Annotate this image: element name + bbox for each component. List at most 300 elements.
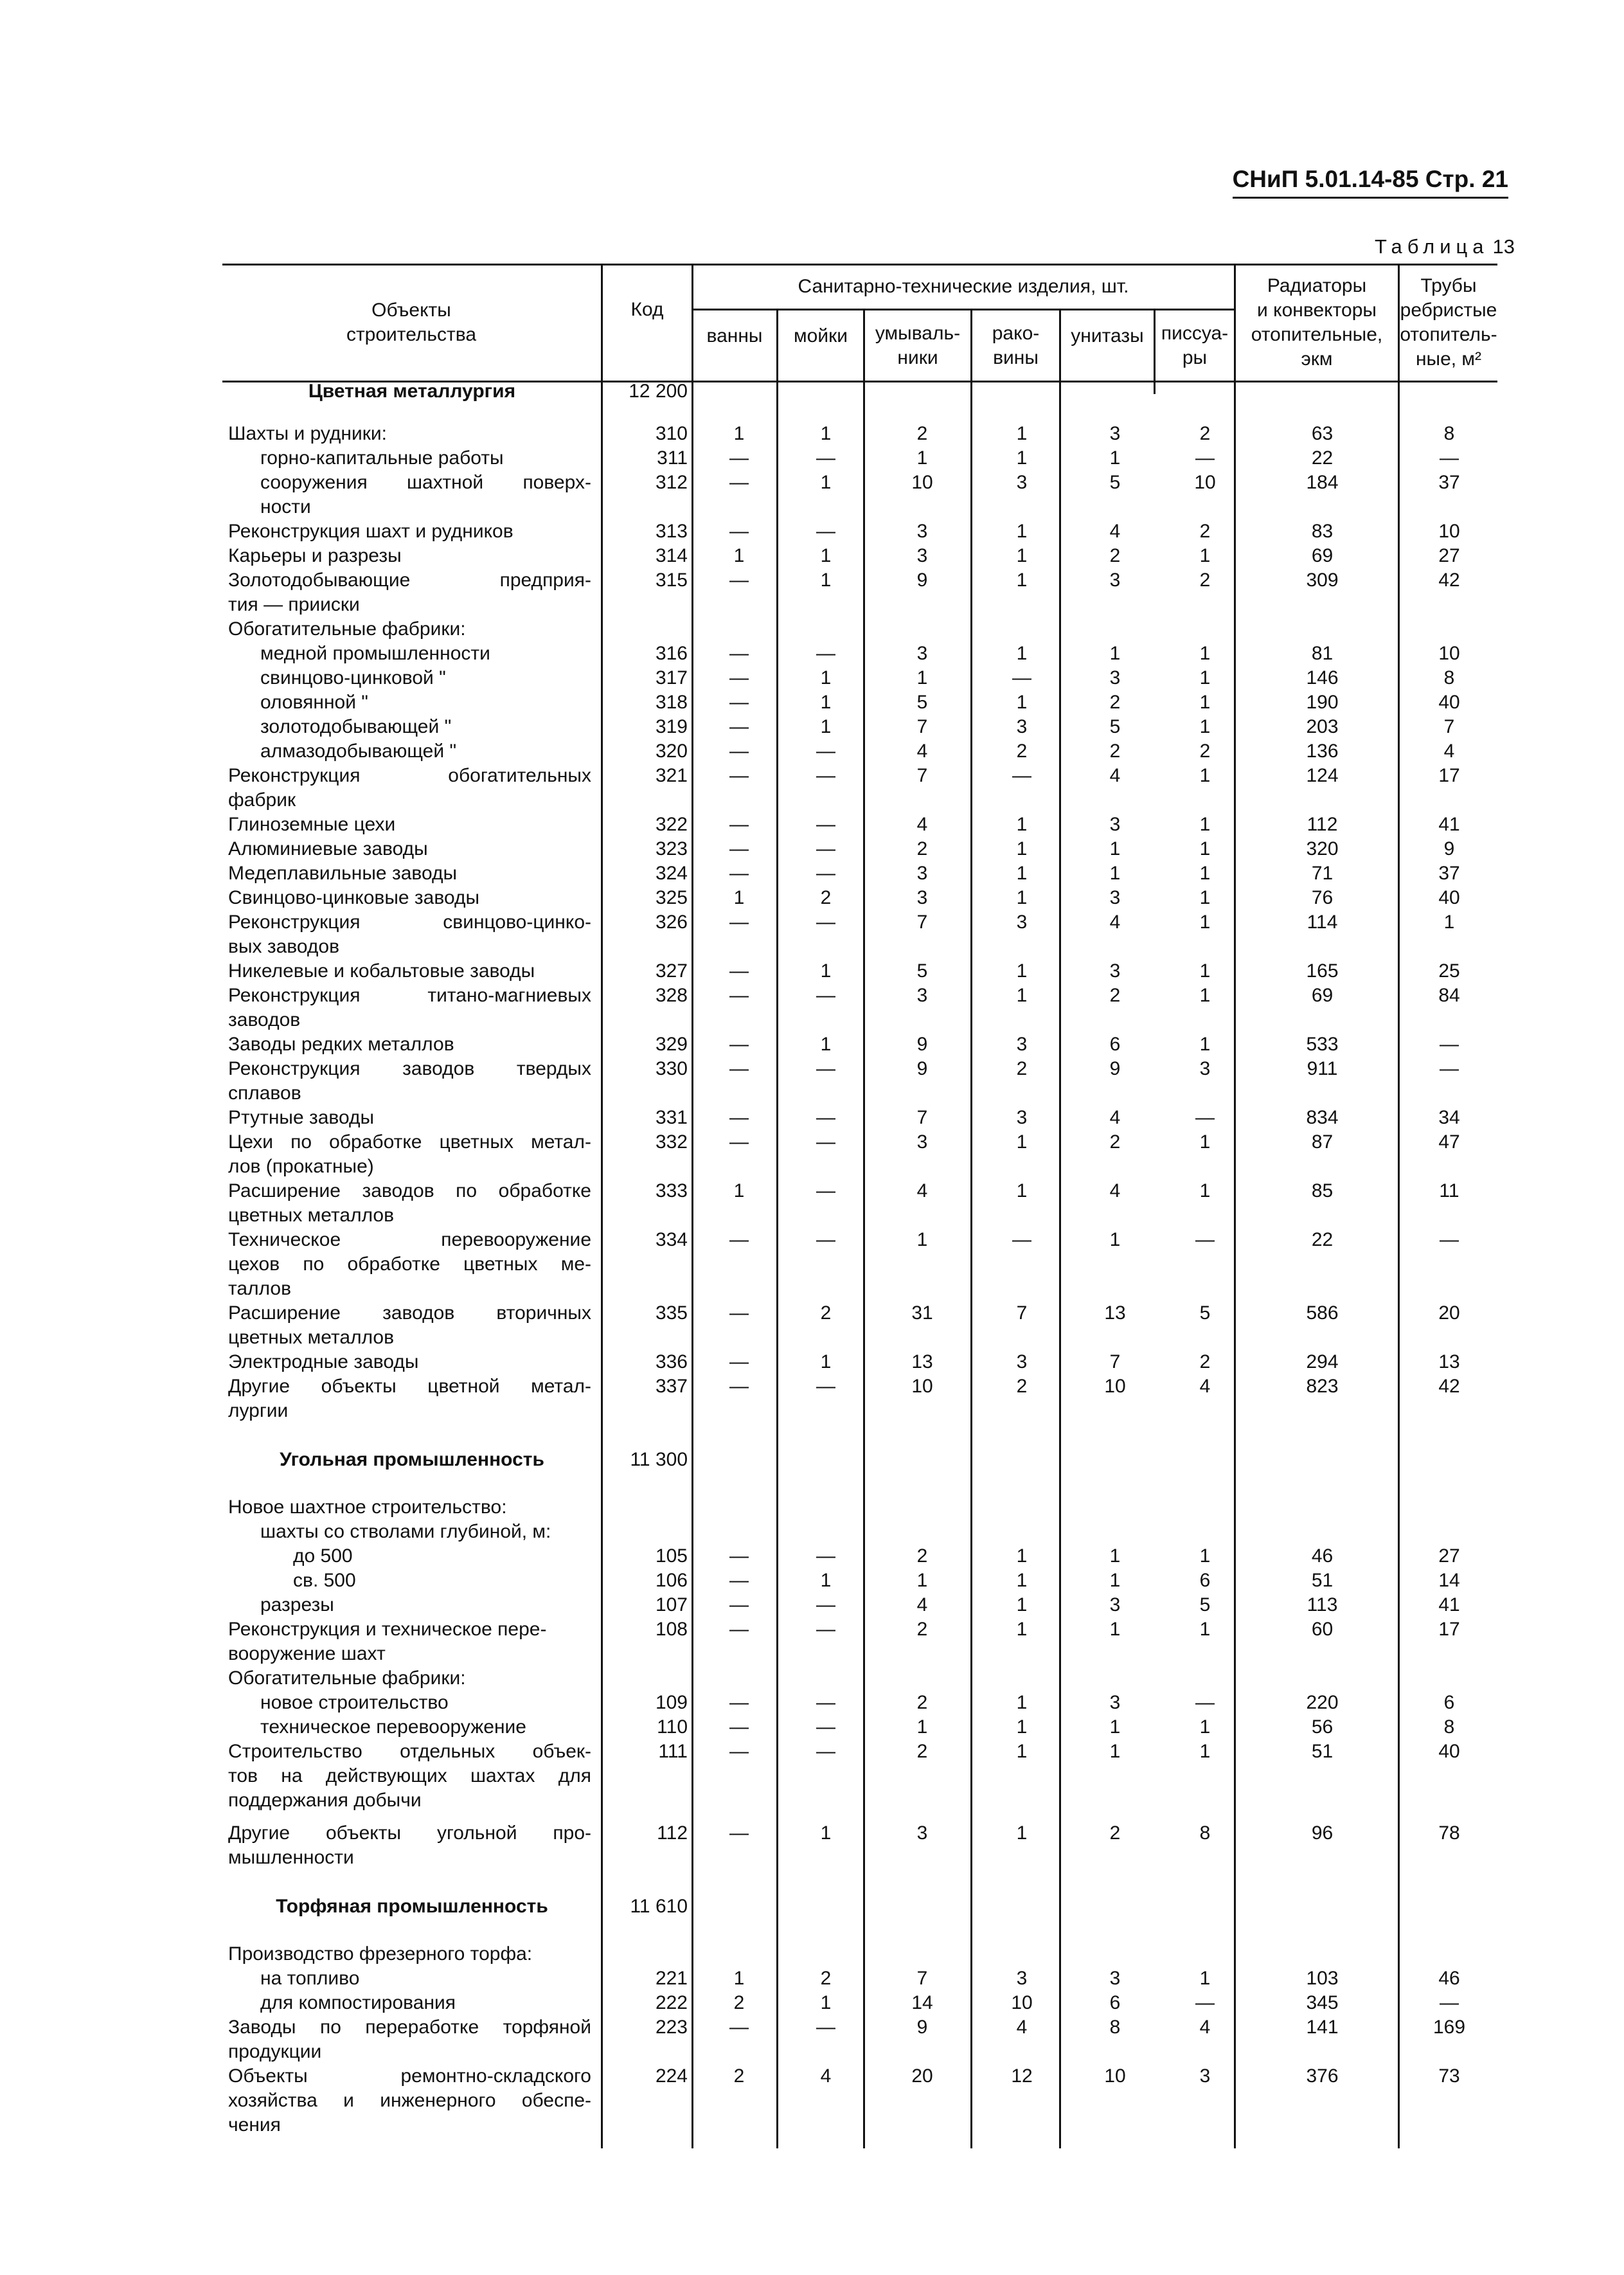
cell-basins: — bbox=[1012, 1229, 1031, 1250]
cell-urinals: 3 bbox=[1199, 1058, 1211, 1079]
object-code: 333 bbox=[655, 1180, 688, 1201]
table-row bbox=[0, 1544, 1624, 1569]
object-name: Заводы редких металлов bbox=[228, 1034, 454, 1055]
cell-basins: 2 bbox=[1016, 1058, 1028, 1079]
object-code: 314 bbox=[655, 545, 688, 566]
cell-pipes: 34 bbox=[1438, 1107, 1460, 1128]
object-code: 318 bbox=[655, 692, 688, 713]
cell-pipes: 20 bbox=[1438, 1302, 1460, 1324]
cell-washbasins: 2 bbox=[916, 1692, 928, 1713]
table-row bbox=[0, 1057, 1624, 1081]
cell-radiators: 294 bbox=[1306, 1351, 1339, 1372]
object-name: золотодобывающей " bbox=[260, 716, 452, 737]
cell-pipes: 40 bbox=[1438, 692, 1460, 713]
cell-sinks: 1 bbox=[820, 667, 832, 688]
cell-toilets: 1 bbox=[1109, 838, 1121, 859]
cell-sinks: 1 bbox=[820, 545, 832, 566]
header-radiators: Радиаторы и конвекторы отопительные, экм bbox=[1251, 275, 1383, 370]
cell-baths: — bbox=[729, 521, 749, 542]
cell-pipes: 41 bbox=[1438, 1594, 1460, 1615]
object-name: Глиноземные цехи bbox=[228, 814, 396, 835]
cell-pipes: 1 bbox=[1443, 912, 1455, 933]
cell-sinks: — bbox=[816, 2017, 835, 2038]
cell-urinals: 10 bbox=[1194, 472, 1216, 493]
cell-urinals: 5 bbox=[1199, 1302, 1211, 1324]
cell-baths: — bbox=[729, 1107, 749, 1128]
object-code: 106 bbox=[655, 1570, 688, 1591]
cell-washbasins: 9 bbox=[916, 1058, 928, 1079]
object-name: Реконструкция титано-магниевых bbox=[228, 985, 591, 1006]
cell-radiators: 60 bbox=[1311, 1619, 1334, 1640]
object-name: Производство фрезерного торфа: bbox=[228, 1943, 533, 1965]
cell-toilets: 1 bbox=[1109, 1570, 1121, 1591]
cell-urinals: 1 bbox=[1199, 643, 1211, 664]
object-name: лов (прокатные) bbox=[228, 1156, 374, 1177]
cell-urinals: 1 bbox=[1199, 1545, 1211, 1567]
object-name: св. 500 bbox=[293, 1570, 356, 1591]
object-name: Шахты и рудники: bbox=[228, 423, 387, 444]
section-row bbox=[0, 379, 1624, 404]
cell-radiators: 83 bbox=[1311, 521, 1334, 542]
cell-sinks: — bbox=[816, 1058, 835, 1079]
object-code: 11 610 bbox=[630, 1896, 688, 1917]
cell-urinals: 2 bbox=[1199, 741, 1211, 762]
cell-toilets: 1 bbox=[1109, 1545, 1121, 1567]
cell-toilets: 2 bbox=[1109, 545, 1121, 566]
cell-pipes: 27 bbox=[1438, 1545, 1460, 1567]
object-code: 313 bbox=[655, 521, 688, 542]
table-row bbox=[0, 1301, 1624, 1326]
object-name: Обогатительные фабрики: bbox=[228, 618, 466, 640]
object-name: цветных металлов bbox=[228, 1327, 395, 1348]
cell-radiators: 533 bbox=[1306, 1034, 1339, 1055]
table-row bbox=[0, 2015, 1624, 2040]
cell-pipes: 13 bbox=[1438, 1351, 1460, 1372]
cell-sinks: — bbox=[816, 521, 835, 542]
object-name: техническое перевооружение bbox=[260, 1716, 526, 1738]
cell-pipes: 73 bbox=[1438, 2065, 1460, 2087]
table-row bbox=[0, 813, 1624, 837]
cell-urinals: 8 bbox=[1199, 1822, 1211, 1844]
cell-toilets: 1 bbox=[1109, 643, 1121, 664]
object-name: хозяйства и инженерного обеспе- bbox=[228, 2090, 591, 2111]
cell-toilets: 4 bbox=[1109, 765, 1121, 786]
cell-radiators: 165 bbox=[1306, 960, 1339, 982]
object-name: оловянной " bbox=[260, 692, 368, 713]
cell-washbasins: 3 bbox=[916, 643, 928, 664]
cell-washbasins: 5 bbox=[916, 692, 928, 713]
cell-sinks: — bbox=[816, 741, 835, 762]
table-caption-number: 13 bbox=[1492, 235, 1515, 258]
cell-baths: — bbox=[729, 1351, 749, 1372]
table-row bbox=[0, 788, 1624, 813]
table-row bbox=[0, 690, 1624, 715]
cell-sinks: — bbox=[816, 1131, 835, 1153]
cell-sinks: — bbox=[816, 863, 835, 884]
cell-radiators: 81 bbox=[1311, 643, 1334, 664]
object-name: Золотодобывающие предприя- bbox=[228, 570, 591, 591]
cell-pipes: 17 bbox=[1438, 765, 1460, 786]
cell-basins: 1 bbox=[1016, 887, 1028, 908]
object-code: 330 bbox=[655, 1058, 688, 1079]
cell-sinks: 2 bbox=[820, 1302, 832, 1324]
cell-toilets: 9 bbox=[1109, 1058, 1121, 1079]
cell-urinals: 1 bbox=[1199, 692, 1211, 713]
cell-pipes: 10 bbox=[1438, 521, 1460, 542]
cell-baths: — bbox=[729, 960, 749, 982]
cell-pipes: 8 bbox=[1443, 1716, 1455, 1738]
cell-sinks: — bbox=[816, 1229, 835, 1250]
cell-washbasins: 14 bbox=[911, 1992, 933, 2013]
cell-pipes: 42 bbox=[1438, 570, 1460, 591]
cell-toilets: 3 bbox=[1109, 1692, 1121, 1713]
table-row bbox=[0, 1399, 1624, 1423]
cell-sinks: 1 bbox=[820, 692, 832, 713]
cell-sinks: — bbox=[816, 1716, 835, 1738]
cell-radiators: 22 bbox=[1311, 1229, 1334, 1250]
header-pipes: Трубы ребристые отопитель- ные, м² bbox=[1400, 275, 1497, 370]
cell-urinals: 1 bbox=[1199, 1619, 1211, 1640]
cell-sinks: — bbox=[816, 765, 835, 786]
cell-radiators: 46 bbox=[1311, 1545, 1334, 1567]
cell-radiators: 51 bbox=[1311, 1741, 1334, 1762]
table-row bbox=[0, 666, 1624, 690]
cell-washbasins: 9 bbox=[916, 2017, 928, 2038]
cell-washbasins: 3 bbox=[916, 1822, 928, 1844]
object-name: Медеплавильные заводы bbox=[228, 863, 458, 884]
table-row bbox=[0, 519, 1624, 544]
object-name: Техническое перевооружение bbox=[228, 1229, 591, 1250]
cell-pipes: — bbox=[1440, 1058, 1459, 1079]
cell-radiators: 69 bbox=[1311, 985, 1334, 1006]
cell-baths: — bbox=[729, 1570, 749, 1591]
cell-baths: — bbox=[729, 765, 749, 786]
cell-baths: — bbox=[729, 1545, 749, 1567]
table-caption-label: Таблица bbox=[1374, 235, 1489, 258]
cell-toilets: 6 bbox=[1109, 1034, 1121, 1055]
cell-radiators: 124 bbox=[1306, 765, 1339, 786]
cell-toilets: 2 bbox=[1109, 985, 1121, 1006]
cell-pipes: 169 bbox=[1432, 2017, 1466, 2038]
table-row bbox=[0, 1179, 1624, 1203]
cell-radiators: 56 bbox=[1311, 1716, 1334, 1738]
table-row bbox=[0, 1593, 1624, 1617]
object-code: 320 bbox=[655, 741, 688, 762]
object-name: Реконструкция и техническое пере- bbox=[228, 1619, 547, 1640]
table-row bbox=[0, 1569, 1624, 1593]
cell-radiators: 146 bbox=[1306, 667, 1339, 688]
table-row bbox=[0, 2040, 1624, 2064]
cell-washbasins: 1 bbox=[916, 447, 928, 469]
table-row bbox=[0, 1350, 1624, 1374]
object-name: Другие объекты угольной про- bbox=[228, 1822, 591, 1844]
cell-radiators: 22 bbox=[1311, 447, 1334, 469]
cell-urinals: 1 bbox=[1199, 1741, 1211, 1762]
cell-toilets: 3 bbox=[1109, 423, 1121, 444]
object-name: Другие объекты цветной метал- bbox=[228, 1376, 591, 1397]
object-name: вых заводов bbox=[228, 936, 340, 957]
cell-urinals: 1 bbox=[1199, 1716, 1211, 1738]
cell-urinals: 4 bbox=[1199, 2017, 1211, 2038]
table-row bbox=[0, 984, 1624, 1008]
cell-washbasins: 10 bbox=[911, 1376, 933, 1397]
header-toilets: унитазы bbox=[1071, 325, 1144, 346]
cell-toilets: 1 bbox=[1109, 1716, 1121, 1738]
object-code: 112 bbox=[657, 1822, 688, 1844]
cell-sinks: 1 bbox=[820, 423, 832, 444]
cell-washbasins: 1 bbox=[916, 1570, 928, 1591]
cell-toilets: 2 bbox=[1109, 1131, 1121, 1153]
cell-baths: — bbox=[729, 1594, 749, 1615]
cell-radiators: 345 bbox=[1306, 1992, 1339, 2013]
cell-baths: — bbox=[729, 472, 749, 493]
cell-baths: — bbox=[729, 570, 749, 591]
cell-washbasins: 31 bbox=[911, 1302, 933, 1324]
object-code: 321 bbox=[655, 765, 688, 786]
cell-urinals: 6 bbox=[1199, 1570, 1211, 1591]
object-name: шахты со стволами глубиной, м: bbox=[260, 1521, 551, 1542]
cell-pipes: 10 bbox=[1438, 643, 1460, 664]
header-urinals: писсуа- ры bbox=[1161, 322, 1229, 368]
object-code: 319 bbox=[655, 716, 688, 737]
cell-toilets: 3 bbox=[1109, 814, 1121, 835]
table-row bbox=[0, 1081, 1624, 1106]
cell-sinks: — bbox=[816, 814, 835, 835]
object-code: 108 bbox=[655, 1619, 688, 1640]
object-code: 224 bbox=[655, 2065, 688, 2087]
cell-radiators: 76 bbox=[1311, 887, 1334, 908]
cell-urinals: — bbox=[1195, 1992, 1215, 2013]
table-row bbox=[0, 1106, 1624, 1130]
object-code: 107 bbox=[655, 1594, 688, 1615]
object-code: 111 bbox=[658, 1741, 688, 1762]
table-row bbox=[0, 935, 1624, 959]
cell-baths: 1 bbox=[733, 887, 745, 908]
cell-toilets: 1 bbox=[1109, 1619, 1121, 1640]
cell-pipes: 42 bbox=[1438, 1376, 1460, 1397]
cell-washbasins: 3 bbox=[916, 521, 928, 542]
table-row bbox=[0, 1715, 1624, 1740]
cell-basins: 1 bbox=[1016, 863, 1028, 884]
object-code: 332 bbox=[655, 1131, 688, 1153]
cell-toilets: 8 bbox=[1109, 2017, 1121, 2038]
table-row bbox=[0, 2064, 1624, 2089]
cell-pipes: 37 bbox=[1438, 863, 1460, 884]
cell-washbasins: 4 bbox=[916, 1594, 928, 1615]
cell-sinks: 2 bbox=[820, 887, 832, 908]
cell-toilets: 6 bbox=[1109, 1992, 1121, 2013]
cell-pipes: 27 bbox=[1438, 545, 1460, 566]
cell-baths: 1 bbox=[733, 1180, 745, 1201]
cell-urinals: 1 bbox=[1199, 1034, 1211, 1055]
cell-sinks: — bbox=[816, 1376, 835, 1397]
cell-baths: — bbox=[729, 1716, 749, 1738]
cell-baths: — bbox=[729, 643, 749, 664]
object-code: 323 bbox=[655, 838, 688, 859]
cell-toilets: 3 bbox=[1109, 887, 1121, 908]
cell-toilets: 3 bbox=[1109, 570, 1121, 591]
cell-urinals: 1 bbox=[1199, 912, 1211, 933]
object-code: 311 bbox=[657, 447, 688, 469]
table-row bbox=[0, 1966, 1624, 1991]
cell-pipes: 78 bbox=[1438, 1822, 1460, 1844]
cell-urinals: 1 bbox=[1199, 716, 1211, 737]
cell-washbasins: 20 bbox=[911, 2065, 933, 2087]
cell-toilets: 5 bbox=[1109, 716, 1121, 737]
cell-baths: — bbox=[729, 1229, 749, 1250]
cell-radiators: 586 bbox=[1306, 1302, 1339, 1324]
table-row bbox=[0, 1764, 1624, 1788]
cell-basins: 3 bbox=[1016, 1351, 1028, 1372]
cell-baths: — bbox=[729, 1692, 749, 1713]
cell-washbasins: 7 bbox=[916, 1107, 928, 1128]
cell-washbasins: 7 bbox=[916, 716, 928, 737]
cell-urinals: — bbox=[1195, 447, 1215, 469]
object-name: фабрик bbox=[228, 789, 296, 811]
cell-urinals: 1 bbox=[1199, 960, 1211, 982]
cell-washbasins: 10 bbox=[911, 472, 933, 493]
cell-baths: — bbox=[729, 985, 749, 1006]
cell-radiators: 103 bbox=[1306, 1968, 1339, 1989]
table-row bbox=[0, 1691, 1624, 1715]
object-code: 336 bbox=[655, 1351, 688, 1372]
object-name: Строительство отдельных объек- bbox=[228, 1741, 591, 1762]
object-name: разрезы bbox=[260, 1594, 334, 1615]
cell-washbasins: 9 bbox=[916, 1034, 928, 1055]
cell-radiators: 309 bbox=[1306, 570, 1339, 591]
table-row bbox=[0, 1617, 1624, 1642]
object-name: вооружение шахт bbox=[228, 1643, 386, 1664]
object-name: Электродные заводы bbox=[228, 1351, 419, 1372]
cell-basins: 3 bbox=[1016, 472, 1028, 493]
cell-urinals: — bbox=[1195, 1692, 1215, 1713]
cell-basins: 1 bbox=[1016, 1545, 1028, 1567]
cell-baths: — bbox=[729, 912, 749, 933]
table-row bbox=[0, 2113, 1624, 2137]
cell-urinals: 1 bbox=[1199, 1968, 1211, 1989]
cell-basins: 1 bbox=[1016, 1741, 1028, 1762]
table-row bbox=[0, 1821, 1624, 1846]
object-code: 312 bbox=[655, 472, 688, 493]
cell-radiators: 184 bbox=[1306, 472, 1339, 493]
cell-washbasins: 7 bbox=[916, 1968, 928, 1989]
table-row bbox=[0, 764, 1624, 788]
cell-pipes: — bbox=[1440, 447, 1459, 469]
object-name: Объекты ремонтно-складского bbox=[228, 2065, 591, 2087]
header-sinks: мойки bbox=[794, 325, 848, 346]
cell-baths: — bbox=[729, 667, 749, 688]
cell-washbasins: 7 bbox=[916, 912, 928, 933]
table-row bbox=[0, 886, 1624, 910]
object-name: сооружения шахтной поверх- bbox=[260, 472, 591, 493]
cell-baths: — bbox=[729, 1058, 749, 1079]
cell-sinks: 1 bbox=[820, 1034, 832, 1055]
section-title: Угольная промышленность bbox=[280, 1449, 544, 1470]
table-row bbox=[0, 1203, 1624, 1228]
cell-pipes: 9 bbox=[1443, 838, 1455, 859]
table-row bbox=[0, 471, 1624, 495]
cell-basins: 1 bbox=[1016, 521, 1028, 542]
cell-baths: — bbox=[729, 1034, 749, 1055]
object-code: 105 bbox=[655, 1545, 688, 1567]
cell-washbasins: 3 bbox=[916, 863, 928, 884]
object-code: 322 bbox=[655, 814, 688, 835]
table-row bbox=[0, 1991, 1624, 2015]
cell-toilets: 3 bbox=[1109, 960, 1121, 982]
cell-basins: 2 bbox=[1016, 741, 1028, 762]
header-sanitary-group: Санитарно-технические изделия, шт. bbox=[798, 276, 1129, 297]
table-row bbox=[0, 593, 1624, 617]
cell-pipes: 47 bbox=[1438, 1131, 1460, 1153]
cell-basins: 1 bbox=[1016, 447, 1028, 469]
object-name: медной промышленности bbox=[260, 643, 490, 664]
cell-toilets: 1 bbox=[1109, 1229, 1121, 1250]
cell-radiators: 376 bbox=[1306, 2065, 1339, 2087]
object-name: Реконструкция обогатительных bbox=[228, 765, 591, 786]
cell-baths: — bbox=[729, 1131, 749, 1153]
cell-washbasins: 3 bbox=[916, 1131, 928, 1153]
object-code: 110 bbox=[657, 1716, 688, 1738]
cell-pipes: 40 bbox=[1438, 1741, 1460, 1762]
object-code: 325 bbox=[655, 887, 688, 908]
cell-washbasins: 2 bbox=[916, 838, 928, 859]
cell-basins: 1 bbox=[1016, 1180, 1028, 1201]
object-code: 326 bbox=[655, 912, 688, 933]
cell-sinks: — bbox=[816, 1180, 835, 1201]
object-name: Карьеры и разрезы bbox=[228, 545, 402, 566]
cell-basins: 4 bbox=[1016, 2017, 1028, 2038]
object-name: Никелевые и кобальтовые заводы bbox=[228, 960, 535, 982]
cell-baths: — bbox=[729, 741, 749, 762]
cell-urinals: 2 bbox=[1199, 423, 1211, 444]
cell-basins: 1 bbox=[1016, 570, 1028, 591]
cell-radiators: 51 bbox=[1311, 1570, 1334, 1591]
cell-radiators: 203 bbox=[1306, 716, 1339, 737]
cell-baths: — bbox=[729, 863, 749, 884]
table-row bbox=[0, 1788, 1624, 1813]
page-header: СНиП 5.01.14-85 Стр. 21 bbox=[1233, 166, 1508, 199]
object-code: 327 bbox=[655, 960, 688, 982]
cell-urinals: 2 bbox=[1199, 570, 1211, 591]
cell-pipes: 37 bbox=[1438, 472, 1460, 493]
cell-sinks: 1 bbox=[820, 716, 832, 737]
cell-sinks: — bbox=[816, 1594, 835, 1615]
cell-urinals: 1 bbox=[1199, 887, 1211, 908]
table-row bbox=[0, 1520, 1624, 1544]
cell-basins: 3 bbox=[1016, 716, 1028, 737]
object-code: 328 bbox=[655, 985, 688, 1006]
cell-washbasins: 2 bbox=[916, 1545, 928, 1567]
cell-pipes: — bbox=[1440, 1034, 1459, 1055]
cell-sinks: — bbox=[816, 1741, 835, 1762]
table-row bbox=[0, 446, 1624, 471]
header-baths: ванны bbox=[706, 325, 763, 346]
object-name: Реконструкция заводов твердых bbox=[228, 1058, 591, 1079]
cell-radiators: 136 bbox=[1306, 741, 1339, 762]
table-row bbox=[0, 1252, 1624, 1277]
cell-toilets: 1 bbox=[1109, 863, 1121, 884]
cell-baths: 1 bbox=[733, 1968, 745, 1989]
cell-radiators: 911 bbox=[1307, 1058, 1338, 1079]
cell-baths: — bbox=[729, 447, 749, 469]
cell-baths: 1 bbox=[733, 423, 745, 444]
cell-pipes: — bbox=[1440, 1229, 1459, 1250]
cell-basins: 3 bbox=[1016, 1034, 1028, 1055]
cell-sinks: 1 bbox=[820, 1822, 832, 1844]
cell-radiators: 823 bbox=[1306, 1376, 1339, 1397]
table-row bbox=[0, 1277, 1624, 1301]
cell-basins: 1 bbox=[1016, 1716, 1028, 1738]
